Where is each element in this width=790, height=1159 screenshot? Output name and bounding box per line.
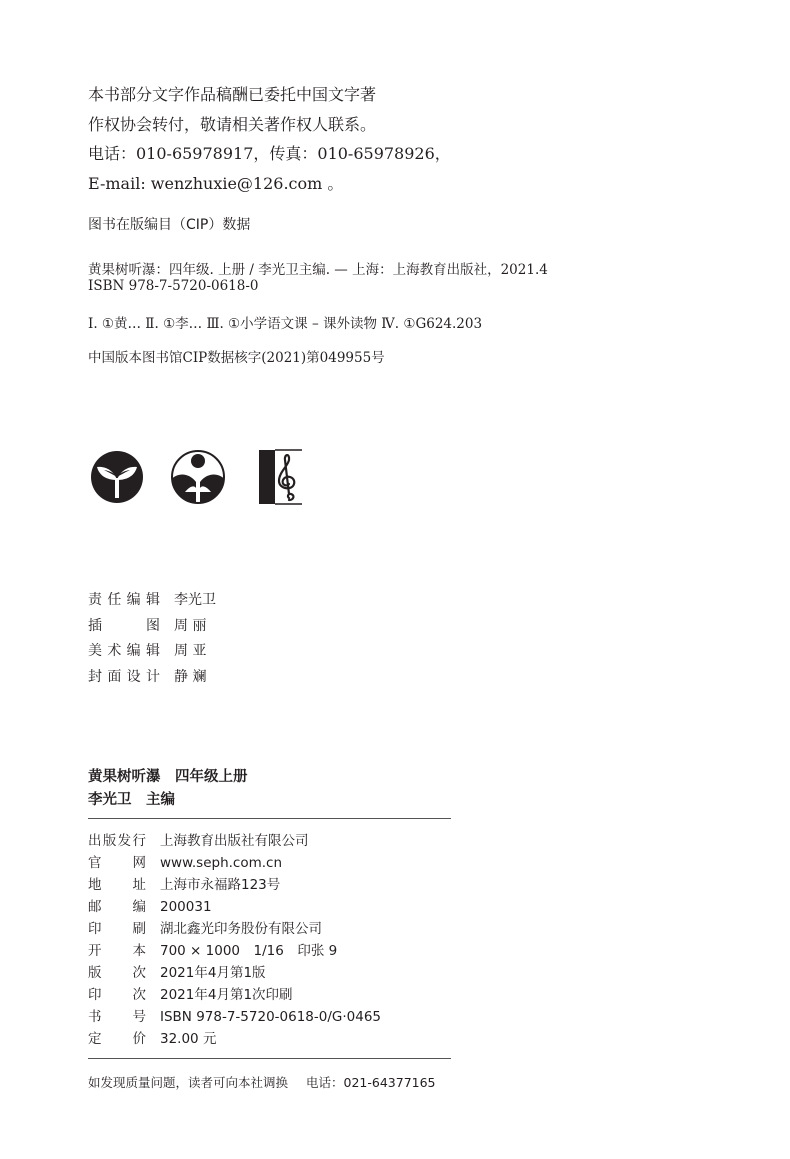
pub-row (88, 918, 381, 940)
publication-info (88, 830, 381, 1050)
flower-circle-logo (170, 448, 226, 506)
pub-value: www.seph.com.cn (160, 855, 283, 871)
notice-line-2: 作权协会转付，敬请相关著作权人联系。 (88, 114, 377, 134)
credit-name: 静 斓 (174, 668, 207, 685)
pub-key: 印刷 (88, 921, 146, 937)
cip-record: 黄果树听瀑：四年级. 上册 / 李光卫主编. — 上海：上海教育出版社，2021.4 (88, 262, 548, 278)
credit-role: 插图 (88, 617, 160, 634)
copyright-notice (88, 80, 451, 198)
credit-row (88, 639, 216, 665)
service-phone: 电话：021-64377165 (306, 1075, 436, 1090)
credit-name: 李光卫 (174, 592, 216, 608)
pub-key: 版次 (88, 965, 146, 981)
pub-value: 2021年4月第1版 (160, 965, 266, 981)
pub-key: 出版发行 (88, 833, 146, 849)
pub-row (88, 940, 381, 962)
pub-value: 湖北鑫光印务股份有限公司 (160, 921, 322, 937)
credit-name: 周 亚 (174, 643, 207, 659)
book-title: 黄果树听瀑 四年级上册 (88, 768, 248, 785)
credits-list (88, 588, 216, 690)
credit-role: 责任编辑 (88, 592, 160, 608)
cip-classification: Ⅰ. ①黄… Ⅱ. ①李… Ⅲ. ①小学语文课 – 课外读物 Ⅳ. ①G624.203 (88, 316, 483, 332)
seedling-circle-logo (90, 448, 144, 506)
footer (88, 1073, 436, 1091)
pub-value: 200031 (160, 899, 212, 915)
pub-row (88, 962, 381, 984)
pub-value: 上海市永福路123号 (160, 877, 281, 893)
pub-row (88, 1028, 381, 1050)
pub-row (88, 896, 381, 918)
pub-row (88, 984, 381, 1006)
cip-heading: 图书在版编目（CIP）数据 (88, 217, 251, 233)
pub-key: 印次 (88, 987, 146, 1003)
divider-bottom (88, 1058, 451, 1059)
credit-row (88, 614, 216, 640)
book-editor: 李光卫 主编 (88, 791, 175, 808)
credit-row (88, 665, 216, 691)
cip-verification: 中国版本图书馆CIP数据核字(2021)第049955号 (88, 350, 385, 366)
credit-role: 封面设计 (88, 668, 160, 685)
pub-key: 书号 (88, 1009, 146, 1025)
treble-clef-logo (258, 448, 304, 506)
pub-value: 2021年4月第1次印刷 (160, 987, 293, 1003)
credit-role: 美术编辑 (88, 643, 160, 659)
pub-row (88, 874, 381, 896)
pub-row (88, 852, 381, 874)
pub-row (88, 830, 381, 852)
pub-key: 定价 (88, 1031, 146, 1047)
notice-line-1: 本书部分文字作品稿酬已委托中国文字著 (88, 85, 377, 104)
quality-notice: 如发现质量问题，读者可向本社调换 (88, 1075, 289, 1090)
pub-key: 邮编 (88, 899, 146, 915)
notice-line-4: E-mail: wenzhuxie@126.com 。 (88, 173, 344, 193)
divider-top (88, 818, 451, 819)
pub-value: ISBN 978-7-5720-0618-0/G·0465 (160, 1009, 382, 1025)
pub-value: 上海教育出版社有限公司 (160, 833, 309, 849)
pub-value: 32.00 元 (160, 1031, 217, 1047)
pub-row (88, 1006, 381, 1028)
credit-row (88, 588, 216, 614)
publisher-logos (90, 448, 310, 510)
pub-key: 地址 (88, 877, 146, 893)
pub-key: 开本 (88, 943, 146, 959)
notice-line-3: 电话：010-65978917，传真：010-65978926， (88, 144, 451, 163)
cip-isbn: ISBN 978-7-5720-0618-0 (88, 278, 259, 294)
pub-key: 官网 (88, 855, 146, 871)
credit-name: 周 丽 (174, 617, 207, 634)
pub-value: 700 × 1000 1/16 印张 9 (160, 943, 338, 959)
